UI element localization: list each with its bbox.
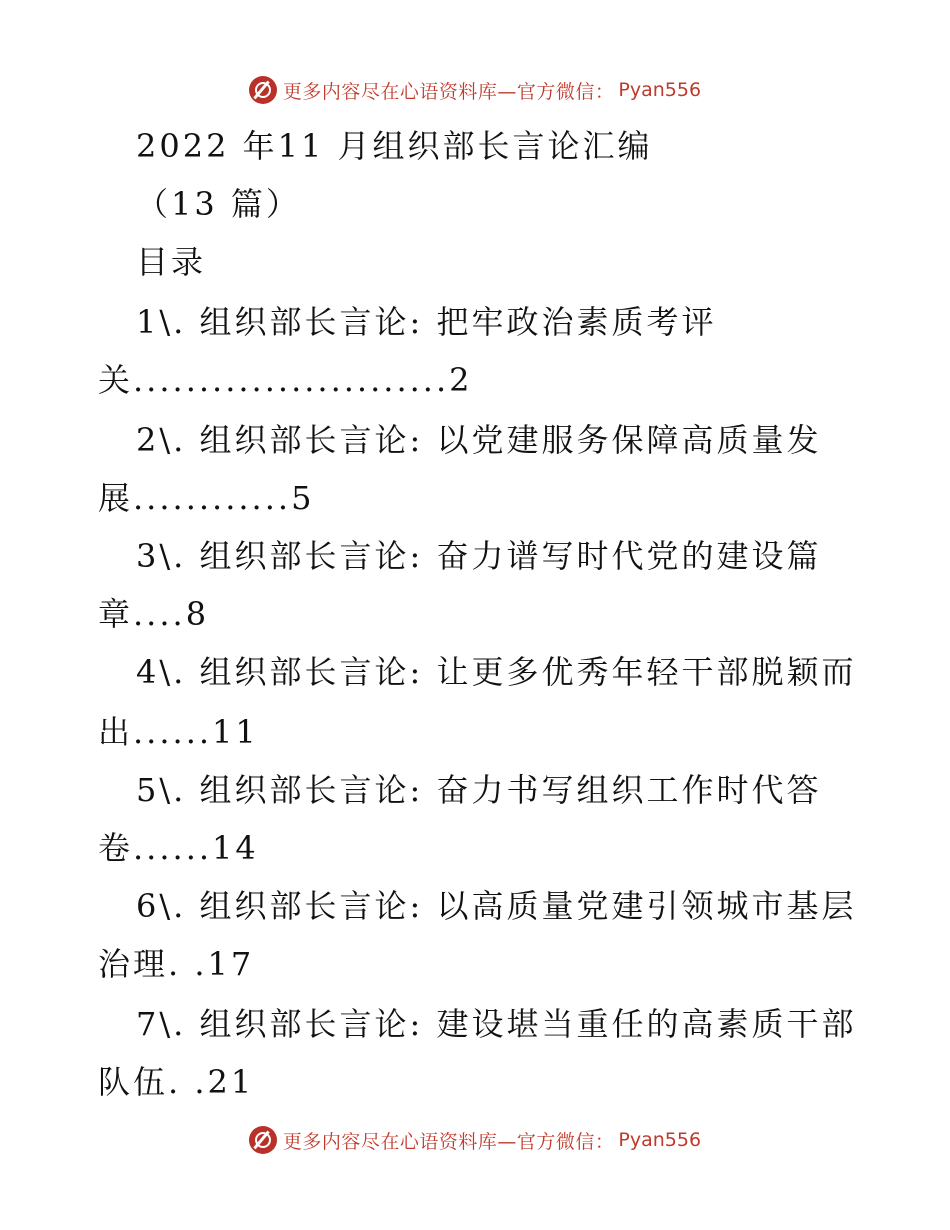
toc-item-4-title[interactable]: 4\. 组织部长言论: 让更多优秀年轻干部脱颖而 [136,653,857,691]
article-count: （13 篇） [136,185,301,223]
toc-item-7-title[interactable]: 7\. 组织部长言论: 建设堪当重任的高素质干部 [136,1005,857,1043]
toc-item-4-page[interactable]: 出......11 [98,713,259,751]
toc-item-2-title[interactable]: 2\. 组织部长言论: 以党建服务保障高质量发 [136,421,822,459]
watermark-text: 更多内容尽在心语资料库—官方微信： [282,80,615,103]
watermark-banner-bottom [0,1120,950,1160]
watermark-text: 更多内容尽在心语资料库—官方微信： [282,1130,615,1153]
document-title: 2022 年11 月组织部长言论汇编 [136,127,653,165]
toc-item-3-page[interactable]: 章....8 [98,595,210,633]
watermark-account: Pyan556 [618,1129,702,1151]
toc-heading: 目录 [136,243,207,281]
toc-item-1-page[interactable]: 关........................2 [98,361,473,399]
toc-item-2-page[interactable]: 展............5 [98,479,315,517]
watermark-banner-top [0,70,950,110]
toc-item-7-page[interactable]: 队伍. .21 [98,1063,255,1101]
toc-item-6-title[interactable]: 6\. 组织部长言论: 以高质量党建引领城市基层 [136,887,857,925]
toc-item-3-title[interactable]: 3\. 组织部长言论: 奋力谱写时代党的建设篇 [136,537,822,575]
watermark-account: Pyan556 [618,79,702,101]
toc-item-6-page[interactable]: 治理. .17 [98,945,255,983]
toc-item-1-title[interactable]: 1\. 组织部长言论: 把牢政治素质考评 [136,303,717,341]
watermark-logo-icon [249,76,277,104]
watermark-logo-icon [249,1126,277,1154]
toc-item-5-page[interactable]: 卷......14 [98,829,259,867]
toc-item-5-title[interactable]: 5\. 组织部长言论: 奋力书写组织工作时代答 [136,771,822,809]
